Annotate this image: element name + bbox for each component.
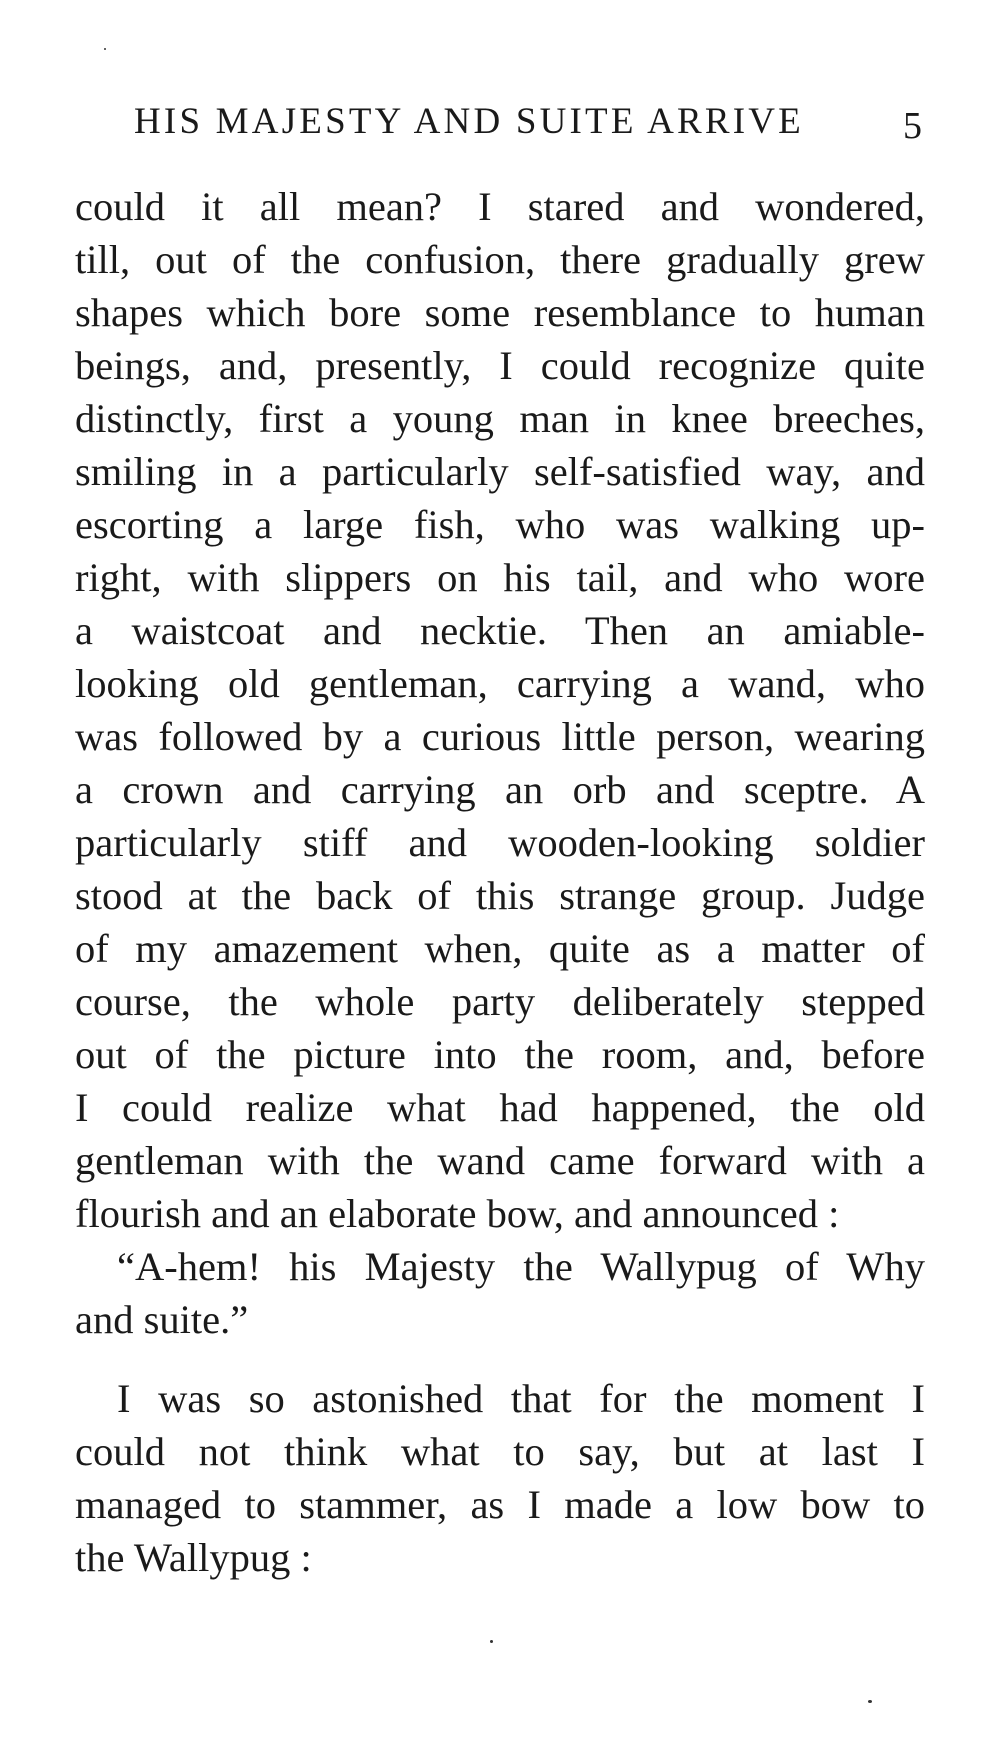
- text-line: gentleman with the wand came forward with a: [75, 1138, 925, 1183]
- text-line: was followed by a curious little person, wearing: [75, 714, 925, 759]
- scan-speck: [104, 48, 106, 50]
- text-line: escorting a large fish, who was walking up-: [75, 502, 925, 547]
- scan-speck: [490, 1640, 493, 1643]
- text-line: beings, and, presently, I could recognize quite: [75, 343, 925, 388]
- text-line: out of the picture into the room, and, before: [75, 1032, 925, 1077]
- text-line: I could realize what had happened, the old: [75, 1085, 925, 1130]
- text-line: particularly stiff and wooden-looking soldier: [75, 820, 925, 865]
- text-line: of my amazement when, quite as a matter of: [75, 926, 925, 971]
- text-line: distinctly, first a young man in knee breeches,: [75, 396, 925, 441]
- paragraph-gap: [75, 1346, 925, 1372]
- text-line: smiling in a particularly self-satisfied way, and: [75, 449, 925, 494]
- scan-speck: [868, 1700, 872, 1703]
- text-line: looking old gentleman, carrying a wand, who: [75, 661, 925, 706]
- body-text: [75, 180, 925, 1584]
- text-line: a crown and carrying an orb and sceptre. A: [75, 767, 925, 812]
- text-line: a waistcoat and necktie. Then an amiable-: [75, 608, 925, 653]
- text-line: stood at the back of this strange group. Judge: [75, 873, 925, 918]
- text-line: course, the whole party deliberately stepped: [75, 979, 925, 1024]
- text-line: and suite.”: [75, 1297, 249, 1342]
- running-header: [0, 100, 998, 150]
- text-line: managed to stammer, as I made a low bow to: [75, 1482, 925, 1527]
- text-line: flourish and an elaborate bow, and announced :: [75, 1191, 840, 1236]
- text-line: till, out of the confusion, there gradually grew: [75, 237, 925, 282]
- running-title: HIS MAJESTY AND SUITE ARRIVE: [134, 101, 804, 142]
- text-line: I was so astonished that for the moment I: [117, 1376, 925, 1421]
- text-line: right, with slippers on his tail, and who wore: [75, 555, 925, 600]
- text-line: the Wallypug :: [75, 1535, 312, 1580]
- text-line: could not think what to say, but at last I: [75, 1429, 925, 1474]
- text-line: shapes which bore some resemblance to human: [75, 290, 925, 335]
- text-line: could it all mean? I stared and wondered,: [75, 184, 925, 229]
- page-number: 5: [903, 105, 922, 147]
- text-line: “A-hem! his Majesty the Wallypug of Why: [117, 1244, 925, 1289]
